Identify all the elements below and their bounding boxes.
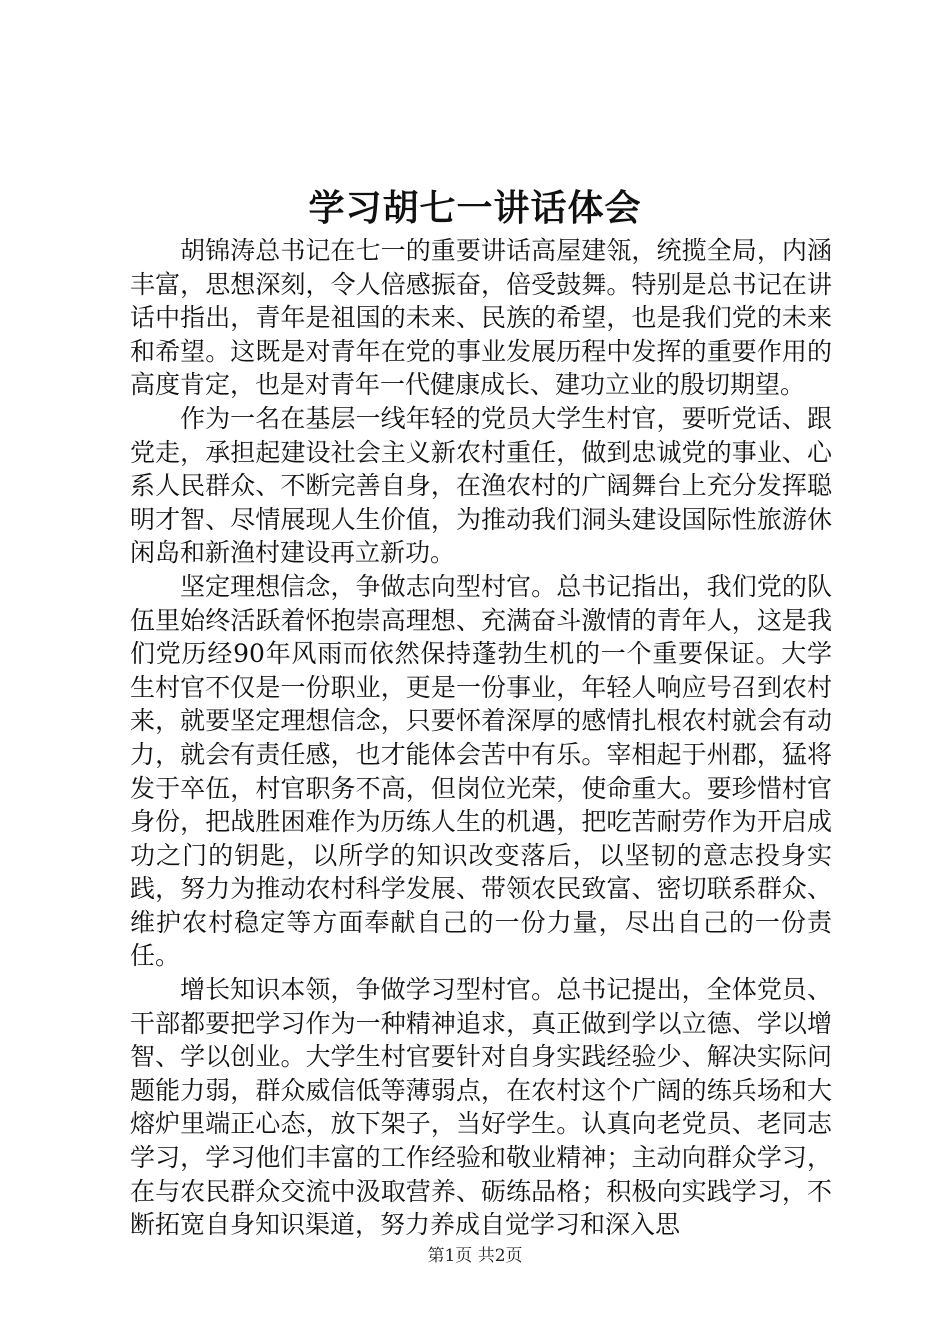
document-title: 学习胡七一讲话体会	[308, 187, 642, 229]
page-footer: 第1页 共2页	[427, 1246, 523, 1266]
paragraph-2: 作为一名在基层一线年轻的党员大学生村官，要听党话、跟党走，承担起建设社会主义新农村重任，做到忠诚党的事业、心系人民群众、不断完善自身，在渔农村的广阔舞台上充分发挥聪明才智、尽情展现人生价值，为推动我们洞头建设国际性旅游休闲岛和新渔村建设再立新功。	[130, 403, 832, 568]
paragraph-1: 胡锦涛总书记在七一的重要讲话高屋建瓴，统揽全局，内涵丰富，思想深刻，令人倍感振奋，倍受鼓舞。特别是总书记在讲话中指出，青年是祖国的未来、民族的希望，也是我们党的未来和希望。这既是对青年在党的事业发展历程中发挥的重要作用的高度肯定，也是对青年一代健康成长、建功立业的殷切期望。	[130, 236, 832, 400]
paragraph-3: 坚定理想信念，争做志向型村官。总书记指出，我们党的队伍里始终活跃着怀抱崇高理想、充满奋斗激情的青年人，这是我们党历经90年风雨而依然保持蓬勃生机的一个重要保证。大学生村官不仅是一份职业，更是一份事业，年轻人响应号召到农村来，就要坚定理想信念，只要怀着深厚的感情扎根农村就会有动力，就会有责任感，也才能体会苦中有乐。宰相起于州郡，猛将发于卒伍，村官职务不高，但岗位光荣，使命重大。要珍惜村官身份，把战胜困难作为历练人生的机遇，把吃苦耐劳作为开启成功之门的钥匙，以所学的知识改变落后，以坚韧的意志投身实践，努力为推动农村科学发展、带领农民致富、密切联系群众、维护农村稳定等方面奉献自己的一份力量，尽出自己的一份责任。	[130, 571, 832, 971]
document-body	[130, 234, 832, 1242]
paragraph-4: 增长知识本领，争做学习型村官。总书记提出，全体党员、干部都要把学习作为一种精神追求，真正做到学以立德、学以增智、学以创业。大学生村官要针对自身实践经验少、解决实际问题能力弱，群众威信低等薄弱点，在农村这个广阔的练兵场和大熔炉里端正心态，放下架子，当好学生。认真向老党员、老同志学习，学习他们丰富的工作经验和敬业精神；主动向群众学习，在与农民群众交流中汲取营养、砺练品格；积极向实践学习，不断拓宽自身知识渠道，努力养成自觉学习和深入思	[130, 975, 832, 1240]
